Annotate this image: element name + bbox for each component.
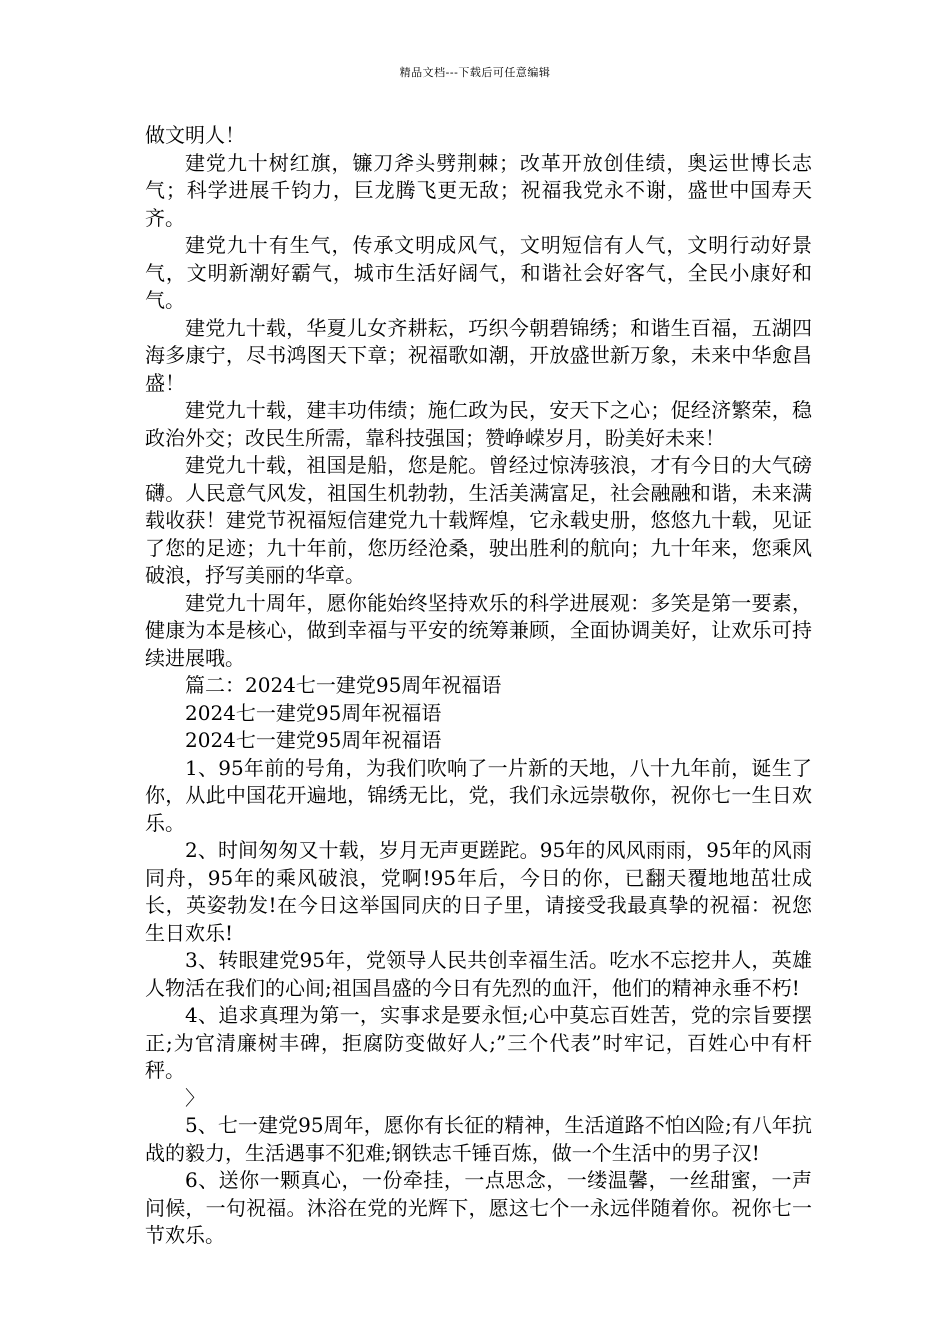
paragraph-3: 建党九十有生气，传承文明成风气，文明短信有人气，文明行动好景气，文明新潮好霸气，城市生活好阔气，和谐社会好客气，全民小康好和气。 <box>145 233 812 312</box>
paragraph-4: 建党九十载，华夏儿女齐耕耘，巧织今朝碧锦绣；和谐生百福，五湖四海多康宁，尽书鸿图天下章；祝福歌如潮，开放盛世新万象，未来中华愈昌盛！ <box>145 315 812 395</box>
page-header: 精品文档---下载后可任意编辑 <box>399 66 551 79</box>
greeting-item-4: 4、追求真理为第一，实事求是要永恒;心中莫忘百姓苦，党的宗旨要摆正;为官清廉树丰碑，拒腐防变做好人;”三个代表”时牢记，百姓心中有杆秤。 <box>145 1003 812 1082</box>
stray-bracket: 〉 <box>185 1085 205 1110</box>
paragraph-1: 做文明人！ <box>145 123 245 147</box>
greeting-item-2: 2、时间匆匆又十载，岁月无声更蹉跎。95年的风风雨雨，95年的风雨同舟，95年的乘风破浪，党啊!95年后，今日的你，已翻天覆地地茁壮成长，英姿勃发!在今日这举国同庆的日子里，请接受我最真挚的祝福：祝您生日欢乐! <box>145 838 812 945</box>
greeting-item-1: 1、95年前的号角，为我们吹响了一片新的天地，八十九年前，诞生了你，从此中国花开遍地，锦绣无比，党，我们永远崇敬你，祝你七一生日欢乐。 <box>145 755 812 835</box>
greeting-item-5: 5、七一建党95周年，愿你有长征的精神，生活道路不怕凶险;有八年抗战的毅力，生活遇事不犯难;钢铁志千锤百炼，做一个生活中的男子汉! <box>145 1113 812 1165</box>
section-title-1: 2024七一建党95周年祝福语 <box>185 700 442 725</box>
section-heading: 篇二：2024七一建党95周年祝福语 <box>185 673 502 697</box>
paragraph-5: 建党九十载，建丰功伟绩；施仁政为民，安天下之心；促经济繁荣，稳政治外交；改民生所需，靠科技强国；赞峥嵘岁月，盼美好未来！ <box>145 398 812 450</box>
document-body <box>145 122 812 1250</box>
paragraph-2: 建党九十树红旗，镰刀斧头劈荆棘；改革开放创佳绩，奥运世博长志气；科学进展千钧力，巨龙腾飞更无敌；祝福我党永不谢，盛世中国寿天齐。 <box>145 150 812 230</box>
greeting-item-6: 6、送你一颗真心，一份牵挂，一点思念，一缕温馨，一丝甜蜜，一声问候，一句祝福。沐浴在党的光辉下，愿这七个一永远伴随着你。祝你七一节欢乐。 <box>145 1168 812 1247</box>
greeting-item-3: 3、转眼建党95年，党领导人民共创幸福生活。吃水不忘挖井人，英雄人物活在我们的心间;祖国昌盛的今日有先烈的血汗，他们的精神永垂不朽! <box>145 948 812 1000</box>
section-title-2: 2024七一建党95周年祝福语 <box>185 728 442 752</box>
paragraph-6: 建党九十载，祖国是船，您是舵。曾经过惊涛骇浪，才有今日的大气磅礴。人民意气风发，祖国生机勃勃，生活美满富足，社会融融和谐，未来满载收获！建党节祝福短信建党九十载辉煌，它永载史册，悠悠九十载，见证了您的足迹；九十年前，您历经沧桑，驶出胜利的航向；九十年来，您乘风破浪，抒写美丽的华章。 <box>145 453 812 587</box>
paragraph-7: 建党九十周年，愿你能始终坚持欢乐的科学进展观：多笑是第一要素，健康为本是核心，做到幸福与平安的统筹兼顾，全面协调美好，让欢乐可持续进展哦。 <box>145 590 812 670</box>
